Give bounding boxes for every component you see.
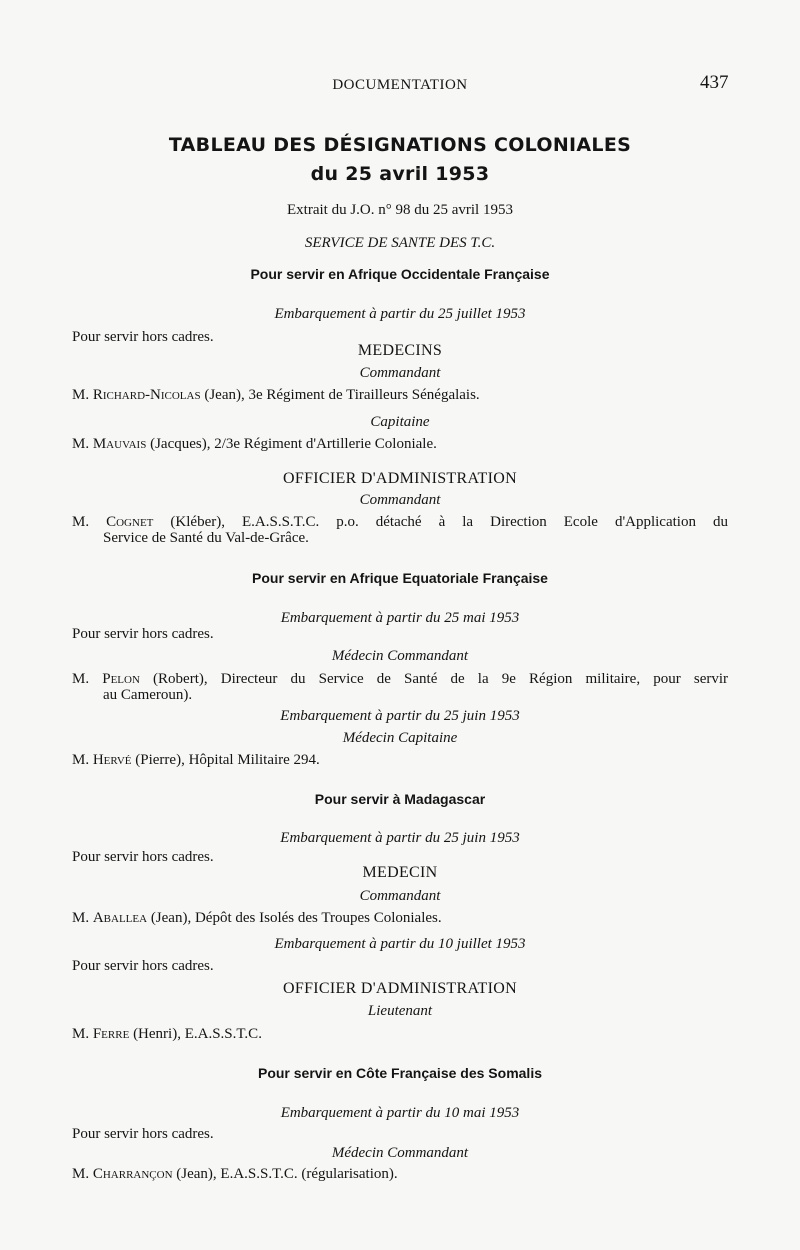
grade-heading: Commandant: [359, 365, 441, 381]
section-heading-madagascar: Pour servir à Madagascar: [314, 791, 486, 807]
entry-prefix: M.: [72, 514, 107, 530]
posting-note: Pour servir hors cadres.: [72, 1126, 214, 1142]
grade-heading: Capitaine: [370, 414, 430, 430]
entry-details: (Jean), 3e Régiment de Tirailleurs Sénégalais.: [200, 387, 480, 403]
entry-details: (Jacques), 2/3e Régiment d'Artillerie Coloniale.: [146, 436, 437, 452]
entry-prefix: M.: [72, 436, 93, 452]
entry-prefix: M.: [72, 671, 103, 687]
officer-name: Charrançon: [92, 1166, 173, 1182]
grade-heading: Commandant: [359, 492, 441, 508]
officer-name: Cognet: [106, 514, 154, 530]
designation-entry: [72, 1166, 398, 1183]
entry-continuation: au Cameroun).: [103, 687, 193, 703]
entry-details: (Henri), E.A.S.S.T.C.: [129, 1026, 262, 1042]
entry-prefix: M.: [72, 387, 93, 403]
grade-heading: Médecin Capitaine: [342, 730, 458, 746]
posting-note: Pour servir hors cadres.: [72, 626, 214, 642]
embarkation-date: Embarquement à partir du 25 juillet 1953: [274, 306, 526, 322]
embarkation-date: Embarquement à partir du 25 juin 1953: [280, 708, 520, 724]
designation-entry: [72, 436, 437, 453]
entry-details: (Kléber), E.A.S.S.T.C. p.o. détaché à la Direction Ecole d'Application du: [153, 514, 728, 530]
entry-prefix: M.: [72, 910, 93, 926]
designation-entry: [72, 910, 442, 927]
officer-name: Pelon: [102, 671, 140, 687]
officer-name: Ferre: [92, 1026, 130, 1042]
corps-heading: OFFICIER D'ADMINISTRATION: [283, 470, 517, 487]
grade-heading: Médecin Commandant: [331, 648, 469, 664]
corps-heading: MEDECINS: [357, 342, 443, 359]
running-title: DOCUMENTATION: [332, 77, 468, 93]
designation-entry: [72, 387, 480, 404]
main-title: TABLEAU DES DÉSIGNATIONS COLONIALES: [168, 134, 632, 156]
corps-heading: OFFICIER D'ADMINISTRATION: [283, 980, 517, 997]
officer-name: Aballea: [92, 910, 148, 926]
designation-entry: [72, 752, 320, 769]
grade-heading: Commandant: [359, 888, 441, 904]
grade-heading: Lieutenant: [367, 1003, 433, 1019]
embarkation-date: Embarquement à partir du 25 mai 1953: [280, 610, 520, 626]
designation-entry: [72, 1026, 262, 1043]
section-heading-aof: Pour servir en Afrique Occidentale Française: [250, 266, 550, 282]
source-reference: Extrait du J.O. n° 98 du 25 avril 1953: [287, 202, 513, 218]
posting-note: Pour servir hors cadres.: [72, 849, 214, 865]
entry-details: (Robert), Directeur du Service de Santé de la 9e Région militaire, pour servir: [139, 671, 729, 687]
section-heading-somalis: Pour servir en Côte Française des Somalis: [257, 1065, 542, 1081]
officer-name: Hervé: [92, 752, 132, 768]
corps-heading: MEDECIN: [362, 864, 438, 881]
officer-name: Mauvais: [92, 436, 147, 452]
entry-continuation: Service de Santé du Val-de-Grâce.: [103, 530, 309, 546]
designation-entry: [72, 671, 728, 704]
officer-name: Richard-Nicolas: [92, 387, 201, 403]
grade-heading: Médecin Commandant: [331, 1145, 469, 1161]
entry-prefix: M.: [72, 752, 93, 768]
section-heading-aef: Pour servir en Afrique Equatoriale Française: [252, 570, 548, 586]
entry-prefix: M.: [72, 1166, 93, 1182]
embarkation-date: Embarquement à partir du 25 juin 1953: [280, 830, 520, 846]
page-number: 437: [700, 72, 729, 93]
entry-details: (Jean), E.A.S.S.T.C. (régularisation).: [172, 1166, 398, 1182]
embarkation-date: Embarquement à partir du 10 mai 1953: [280, 1105, 520, 1121]
main-subtitle: du 25 avril 1953: [310, 163, 490, 185]
posting-note: Pour servir hors cadres.: [72, 958, 214, 974]
entry-details: (Pierre), Hôpital Militaire 294.: [131, 752, 320, 768]
embarkation-date: Embarquement à partir du 10 juillet 1953: [274, 936, 526, 952]
service-name: SERVICE DE SANTE DES T.C.: [304, 235, 496, 251]
entry-prefix: M.: [72, 1026, 93, 1042]
designation-entry: [72, 514, 728, 547]
posting-note: Pour servir hors cadres.: [72, 329, 214, 345]
entry-details: (Jean), Dépôt des Isolés des Troupes Coloniales.: [147, 910, 442, 926]
